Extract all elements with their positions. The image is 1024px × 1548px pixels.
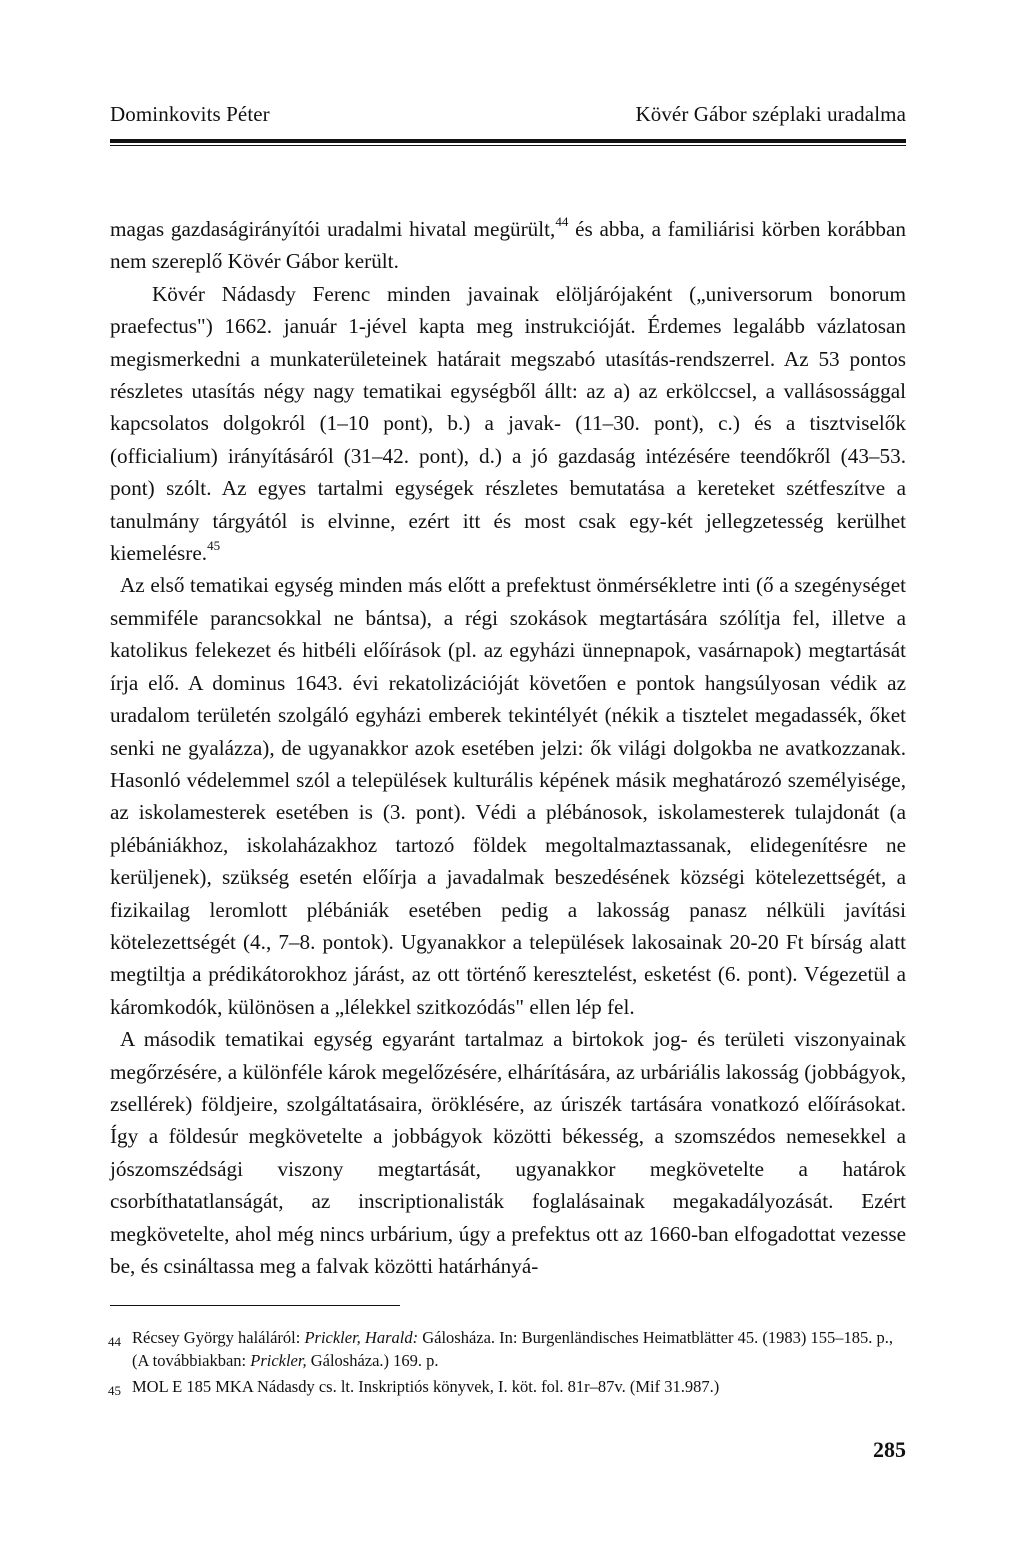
header-rule-thin [110, 145, 906, 146]
paragraph-1: magas gazdaságirányítói uradalmi hivatal megürült,$^{44}$ és abba, a familiárisi körben korábban nem szereplő Kövér Gábor került. [110, 214, 907, 274]
footnote-ref-45: 45 [207, 538, 221, 554]
running-head-author: Dominkovits Péter [110, 102, 270, 126]
paragraph-3: Az első tematikai egység minden más előtt a prefektust önmérsékletre inti (ő a szegénységet semmiféle parancsokkal ne bántsa), a régi szokások megtartására szólítja fel, illetve a katolikus felekezet és hitbéli előírások (pl. az egyházi ünnepnapok, vasárnapok) megtartását írja elő. A dominus 1643. évi rekatolizációját követően e pontok hangsúlyosan védik az uradalom területén szolgáló egyházi emberek tekintélyét (nékik a tisztelet megadassék, őket senki ne gyalázza), de ugyanakkor azok esetében jelzi: ők világi dolgokba ne avatkozzanak. Hasonló védelemmel szól a települések kulturális képének másik meghatározó személyisége, az iskolamesterek esetében is (3. pont). Védi a plébánosok, iskolamesterek tulajdonát (a plébániákhoz, iskolaházakhoz tartozó földek megoltalmaztassanak, elidegenítésre ne kerüljenek), szükség esetén előírja a javadalmak beszedésének községi kötelezettségét, a fizikailag leromlott plébániák esetében pedig a lakosság panasz nélküli javítási kötelezettségét (4., 7–8. pontok). Ugyanakkor a települések lakosainak 20-20 Ft bírság alatt megtiltja a prédikátorokhoz járást, az ott történő keresztelést, esketést (6. pont). Végezetül a káromkodók, különösen a „lélekkel szitkozódás" ellen lép fel. [110, 573, 906, 1019]
footnote-number: 44 [108, 1334, 121, 1349]
paragraph-2: Kövér Nádasdy Ferenc minden javainak elöljárójaként („universorum bonorum praefectus") 1662. január 1-jével kapta meg instrukcióját. Érdemes legalább vázlatosan megismerkedni a munkaterületeinek határait megszabó utasítás-rendszerrel. Az 53 pontos részletes utasítás négy nagy tematikai egységből állt: az a) az erkölccsel, a vallásossággal kapcsolatos dolgokról (1–10 pont), b.) a javak- (11–30. pont), c.) és a tisztviselők (officialium) irányításáról (31–42. pont), d.) a jó gazdaság intézésére teendőkről (43–53. pont) szólt. Az egyes tartalmi egységek részletes bemutatása a kereteket szétfeszítve a tanulmány tárgyától is elvinne, ezért itt és most csak egy-két jellegzetesség kerülhet kiemelésre.$^{45}$ [110, 281, 906, 566]
footnote-text: MOL E 185 MKA Nádasdy cs. lt. Inskriptiós könyvek, I. köt. fol. 81r–87v. (Mif 31.987.) [132, 1377, 720, 1396]
footnote-text: Récsey György haláláról: Prickler, Harald: Gálosháza. In: Burgenländisches Heimatblätter 45. (1983) 155–185. p., (A továbbiakban: Prickler, Gálosháza.) 169. p. [132, 1328, 893, 1370]
running-head [110, 102, 906, 134]
footnotes [110, 1326, 906, 1405]
running-head-title: Kövér Gábor széplaki uradalma [635, 102, 906, 126]
footnote-number: 45 [108, 1383, 121, 1398]
footnote-separator [110, 1305, 400, 1306]
footnote-ref-44: 44 [555, 214, 569, 229]
footnote-45 [110, 1375, 906, 1402]
main-text [110, 213, 906, 1282]
paragraph-4: A második tematikai egység egyaránt tartalmaz a birtokok jog- és területi viszonyainak megőrzésére, a különféle károk megelőzésére, elhárítására, az urbáriális lakosság (jobbágyok, zsellérek) földjeire, szolgáltatásaira, öröklésére, az úriszék tartására vonatkozó előírásokat. Így a földesúr megkövetelte a jobbágyok közötti békesség, a szomszédos nemesekkel a jószomszédsági viszony megtartását, ugyanakkor megkövetelte a határok csorbíthatatlanságát, az inscriptionalisták foglalásainak megakadályozását. Ezért megkövetelte, ahol még nincs urbárium, úgy a prefektus ott az 1660-ban elfogadottat vezesse be, és csináltassa meg a falvak közötti határhányá- [110, 1027, 906, 1278]
footnote-44 [110, 1326, 906, 1372]
page-number: 285 [873, 1437, 906, 1462]
header-rule-thick [110, 139, 906, 143]
